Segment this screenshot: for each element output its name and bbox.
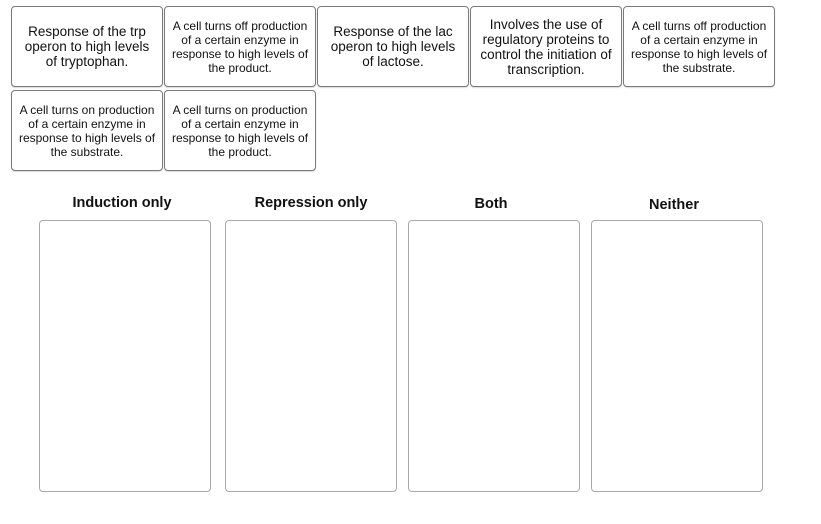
drop-zone-neither[interactable]: [591, 220, 763, 492]
drop-zone-both[interactable]: [408, 220, 580, 492]
drop-zone-repression[interactable]: [225, 220, 397, 492]
drop-zone-induction[interactable]: [39, 220, 211, 492]
answer-card-on-substrate[interactable]: [11, 90, 163, 171]
answer-card-text: A cell turns off production of a certain enzyme in response to high levels of the substrate.: [630, 18, 768, 75]
answer-card-text: A cell turns on production of a certain enzyme in response to high levels of the product.: [171, 102, 309, 159]
answer-card-text: Response of the lac operon to high levels of lactose.: [330, 24, 456, 69]
answer-card-off-product[interactable]: [164, 6, 316, 87]
answer-card-text: Involves the use of regulatory proteins to control the initiation of transcription.: [480, 16, 612, 77]
answer-card-text: A cell turns off production of a certain enzyme in response to high levels of the product.: [171, 18, 309, 75]
answer-card-text: A cell turns on production of a certain enzyme in response to high levels of the substrate.: [18, 102, 156, 159]
category-label-neither: Neither: [649, 197, 699, 213]
answer-card-regulatory-proteins[interactable]: [470, 6, 622, 87]
answer-card-trp-operon[interactable]: [11, 6, 163, 87]
category-label-both: Both: [474, 196, 508, 212]
answer-card-lac-operon[interactable]: [317, 6, 469, 87]
answer-card-on-product[interactable]: [164, 90, 316, 171]
category-label-repression: Repression only: [254, 195, 368, 211]
answer-card-text: Response of the trp operon to high levels of tryptophan.: [24, 24, 150, 69]
category-label-induction: Induction only: [72, 195, 172, 211]
answer-card-off-substrate[interactable]: [623, 6, 775, 87]
